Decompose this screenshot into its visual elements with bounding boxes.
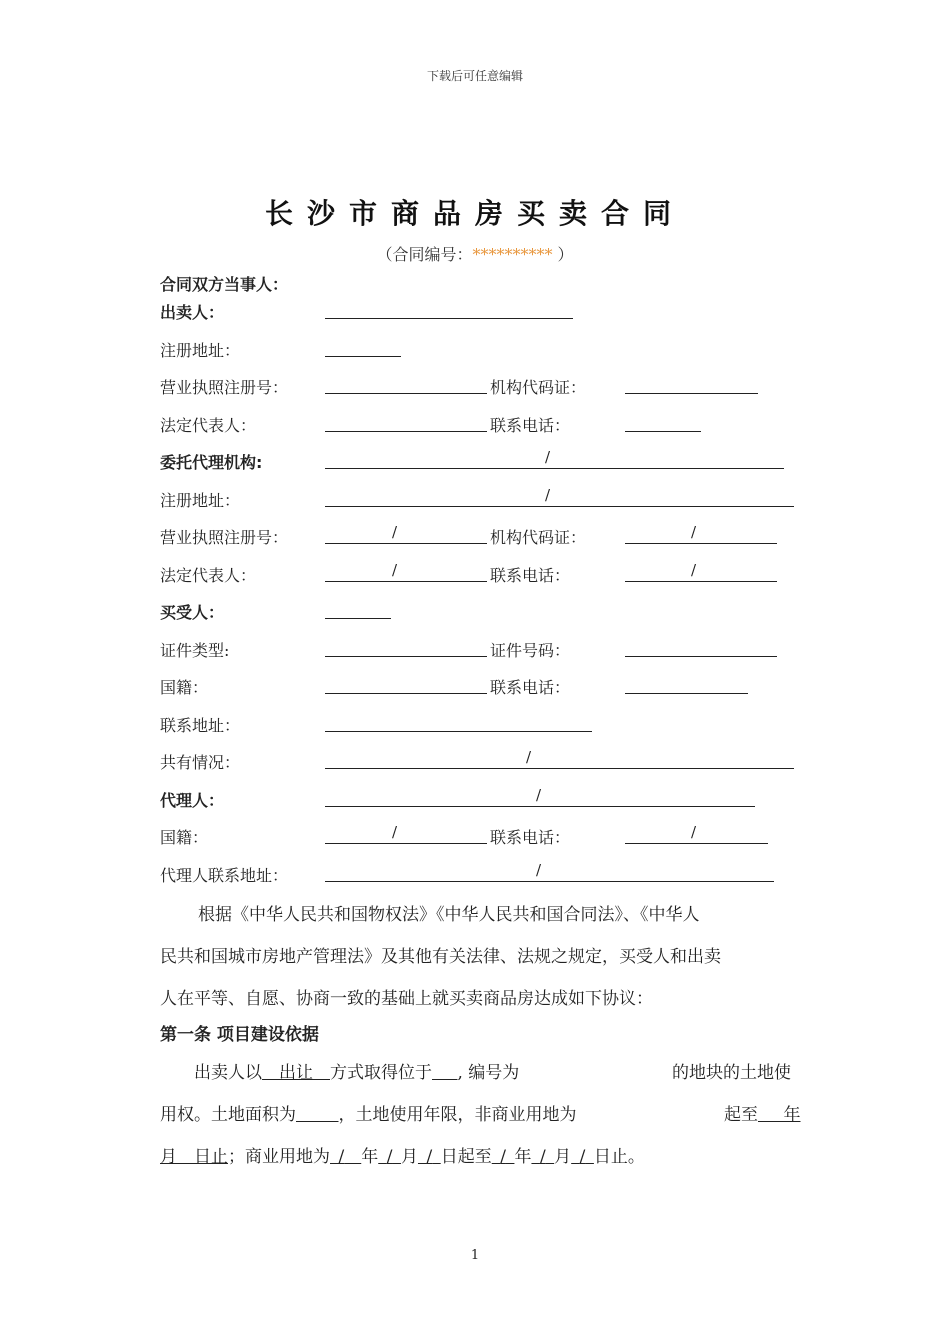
text-day-from: 日起至 [440,1147,492,1167]
slash-mark: / [539,1147,546,1167]
land-method-field[interactable] [262,1063,330,1083]
agency-license-label: 营业执照注册号： [160,528,289,547]
slash-mark: / [338,1147,345,1167]
month-unit: 月 [554,1147,572,1167]
slash-mark: / [426,1147,433,1167]
proxy-address-field[interactable] [325,881,774,882]
buyer-id-type-label: 证件类型: [160,641,230,660]
agency-rep-label: 法定代表人： [160,566,257,585]
buyer-id-no-label: 证件号码： [490,641,571,660]
proxy-nationality-field[interactable] [325,843,487,844]
land-area-field[interactable] [296,1105,339,1125]
slash-mark: / [500,1147,506,1167]
buyer-co-own-field[interactable] [325,768,794,769]
buyer-address-field[interactable] [325,731,592,732]
contract-number [0,242,950,265]
agency-rep-field[interactable] [325,581,487,582]
text-land-term: ，土地使用年限，非商业用地为 [338,1105,577,1125]
land-location-field[interactable] [432,1063,458,1083]
agency-phone-field[interactable] [625,581,777,582]
commercial-end-day-field[interactable] [571,1147,594,1167]
proxy-label: 代理人： [160,791,225,810]
month-unit: 月 [400,1147,418,1167]
buyer-phone-field[interactable] [625,693,748,694]
article-1-heading: 第一条 项目建设依据 [160,1025,319,1045]
non-commercial-end-year-field[interactable] [758,1105,801,1125]
year-unit: 年 [361,1147,379,1167]
text-located-at: 方式取得位于 [330,1063,432,1083]
contract-number-value: ********** [472,245,553,264]
buyer-phone-label: 联系电话： [490,678,571,697]
seller-license-label: 营业执照注册号： [160,378,289,397]
proxy-address-label: 代理人联系地址： [160,866,289,885]
buyer-co-own-label: 共有情况： [160,753,241,772]
non-commercial-month-unit: 月 [160,1147,177,1167]
page-header: 下载后可任意编辑 [426,69,523,83]
commercial-end-year-field[interactable] [492,1147,515,1167]
seller-name-field[interactable] [325,318,573,319]
proxy-phone-field[interactable] [625,843,768,844]
proxy-name-slash: / [536,786,542,804]
agency-rep-slash: / [392,561,398,579]
text-seller-by: 出卖人以 [194,1063,262,1083]
agency-license-slash: / [392,523,398,541]
seller-label: 出卖人： [160,303,225,322]
article-1-line-2 [160,1100,577,1125]
buyer-id-no-field[interactable] [625,656,777,657]
agency-org-code-label: 机构代码证： [490,528,587,547]
buyer-address-label: 联系地址： [160,716,241,735]
year-unit: 年 [514,1147,532,1167]
proxy-name-field[interactable] [325,806,755,807]
proxy-phone-slash: / [691,823,697,841]
text-until: 起至 [724,1105,758,1125]
contract-number-label: （合同编号： [376,245,473,264]
page-number: 1 [470,1248,480,1263]
article-1-line-1 [194,1058,519,1083]
agency-phone-slash: / [691,561,697,579]
commercial-end-month-field[interactable] [531,1147,554,1167]
intro-line-1: 根据《中华人民共和国物权法》《中华人民共和国合同法》、《中华人 [198,905,700,925]
non-commercial-day-unit: 日止 [194,1147,228,1167]
non-commercial-end-date-field[interactable] [160,1147,228,1167]
agency-address-slash: / [545,486,551,504]
article-1-line-2-end [724,1100,801,1125]
buyer-nationality-field[interactable] [325,693,487,694]
agency-address-label: 注册地址： [160,491,241,510]
proxy-phone-label: 联系电话： [490,828,571,847]
land-method-value: 出让 [279,1063,313,1083]
article-1-line-3 [160,1142,645,1167]
intro-line-3: 人在平等、自愿、协商一致的基础上就买卖商品房达成如下协议： [160,989,653,1009]
agency-name-slash: / [545,448,551,466]
seller-org-code-label: 机构代码证： [490,378,587,397]
buyer-id-type-field[interactable] [325,656,487,657]
seller-phone-label: 联系电话： [490,416,571,435]
proxy-address-slash: / [536,861,542,879]
agency-label: 委托代理机构: [160,453,263,472]
proxy-nationality-slash: / [392,823,398,841]
buyer-label: 买受人： [160,603,225,622]
seller-rep-field[interactable] [325,431,487,432]
slash-mark: / [386,1147,393,1167]
text-land-area: 用权。土地面积为 [160,1105,296,1125]
non-commercial-year-unit: 年 [783,1105,801,1125]
agency-phone-label: 联系电话： [490,566,571,585]
contract-number-close: ） [552,245,574,264]
seller-license-field[interactable] [325,393,487,394]
agency-org-code-slash: / [691,523,697,541]
agency-address-field[interactable] [325,506,794,507]
text-number: , 编号为 [457,1063,520,1083]
buyer-co-own-slash: / [526,748,532,766]
seller-phone-field[interactable] [625,431,701,432]
commercial-start-day-field[interactable] [418,1147,441,1167]
seller-address-label: 注册地址： [160,341,241,360]
proxy-nationality-label: 国籍： [160,828,209,847]
article-1-line-1-end: 的地块的土地使 [672,1063,791,1083]
agency-name-field[interactable] [325,468,784,469]
intro-line-2: 民共和国城市房地产管理法》及其他有关法律、法规之规定，买受人和出卖 [160,947,721,967]
parties-heading: 合同双方当事人： [160,275,289,294]
agency-license-field[interactable] [325,543,487,544]
seller-org-code-field[interactable] [625,393,758,394]
buyer-name-field[interactable] [325,618,391,619]
commercial-start-month-field[interactable] [378,1147,401,1167]
agency-org-code-field[interactable] [625,543,777,544]
commercial-start-year-field[interactable] [330,1147,361,1167]
slash-mark: / [579,1147,586,1167]
text-commercial-land: ；商业用地为 [228,1147,330,1167]
seller-rep-label: 法定代表人： [160,416,257,435]
document-title: 长沙市商品房买卖合同 [264,197,685,230]
text-day-end: 日止。 [593,1147,645,1167]
seller-address-field[interactable] [325,356,401,357]
buyer-nationality-label: 国籍： [160,678,209,697]
